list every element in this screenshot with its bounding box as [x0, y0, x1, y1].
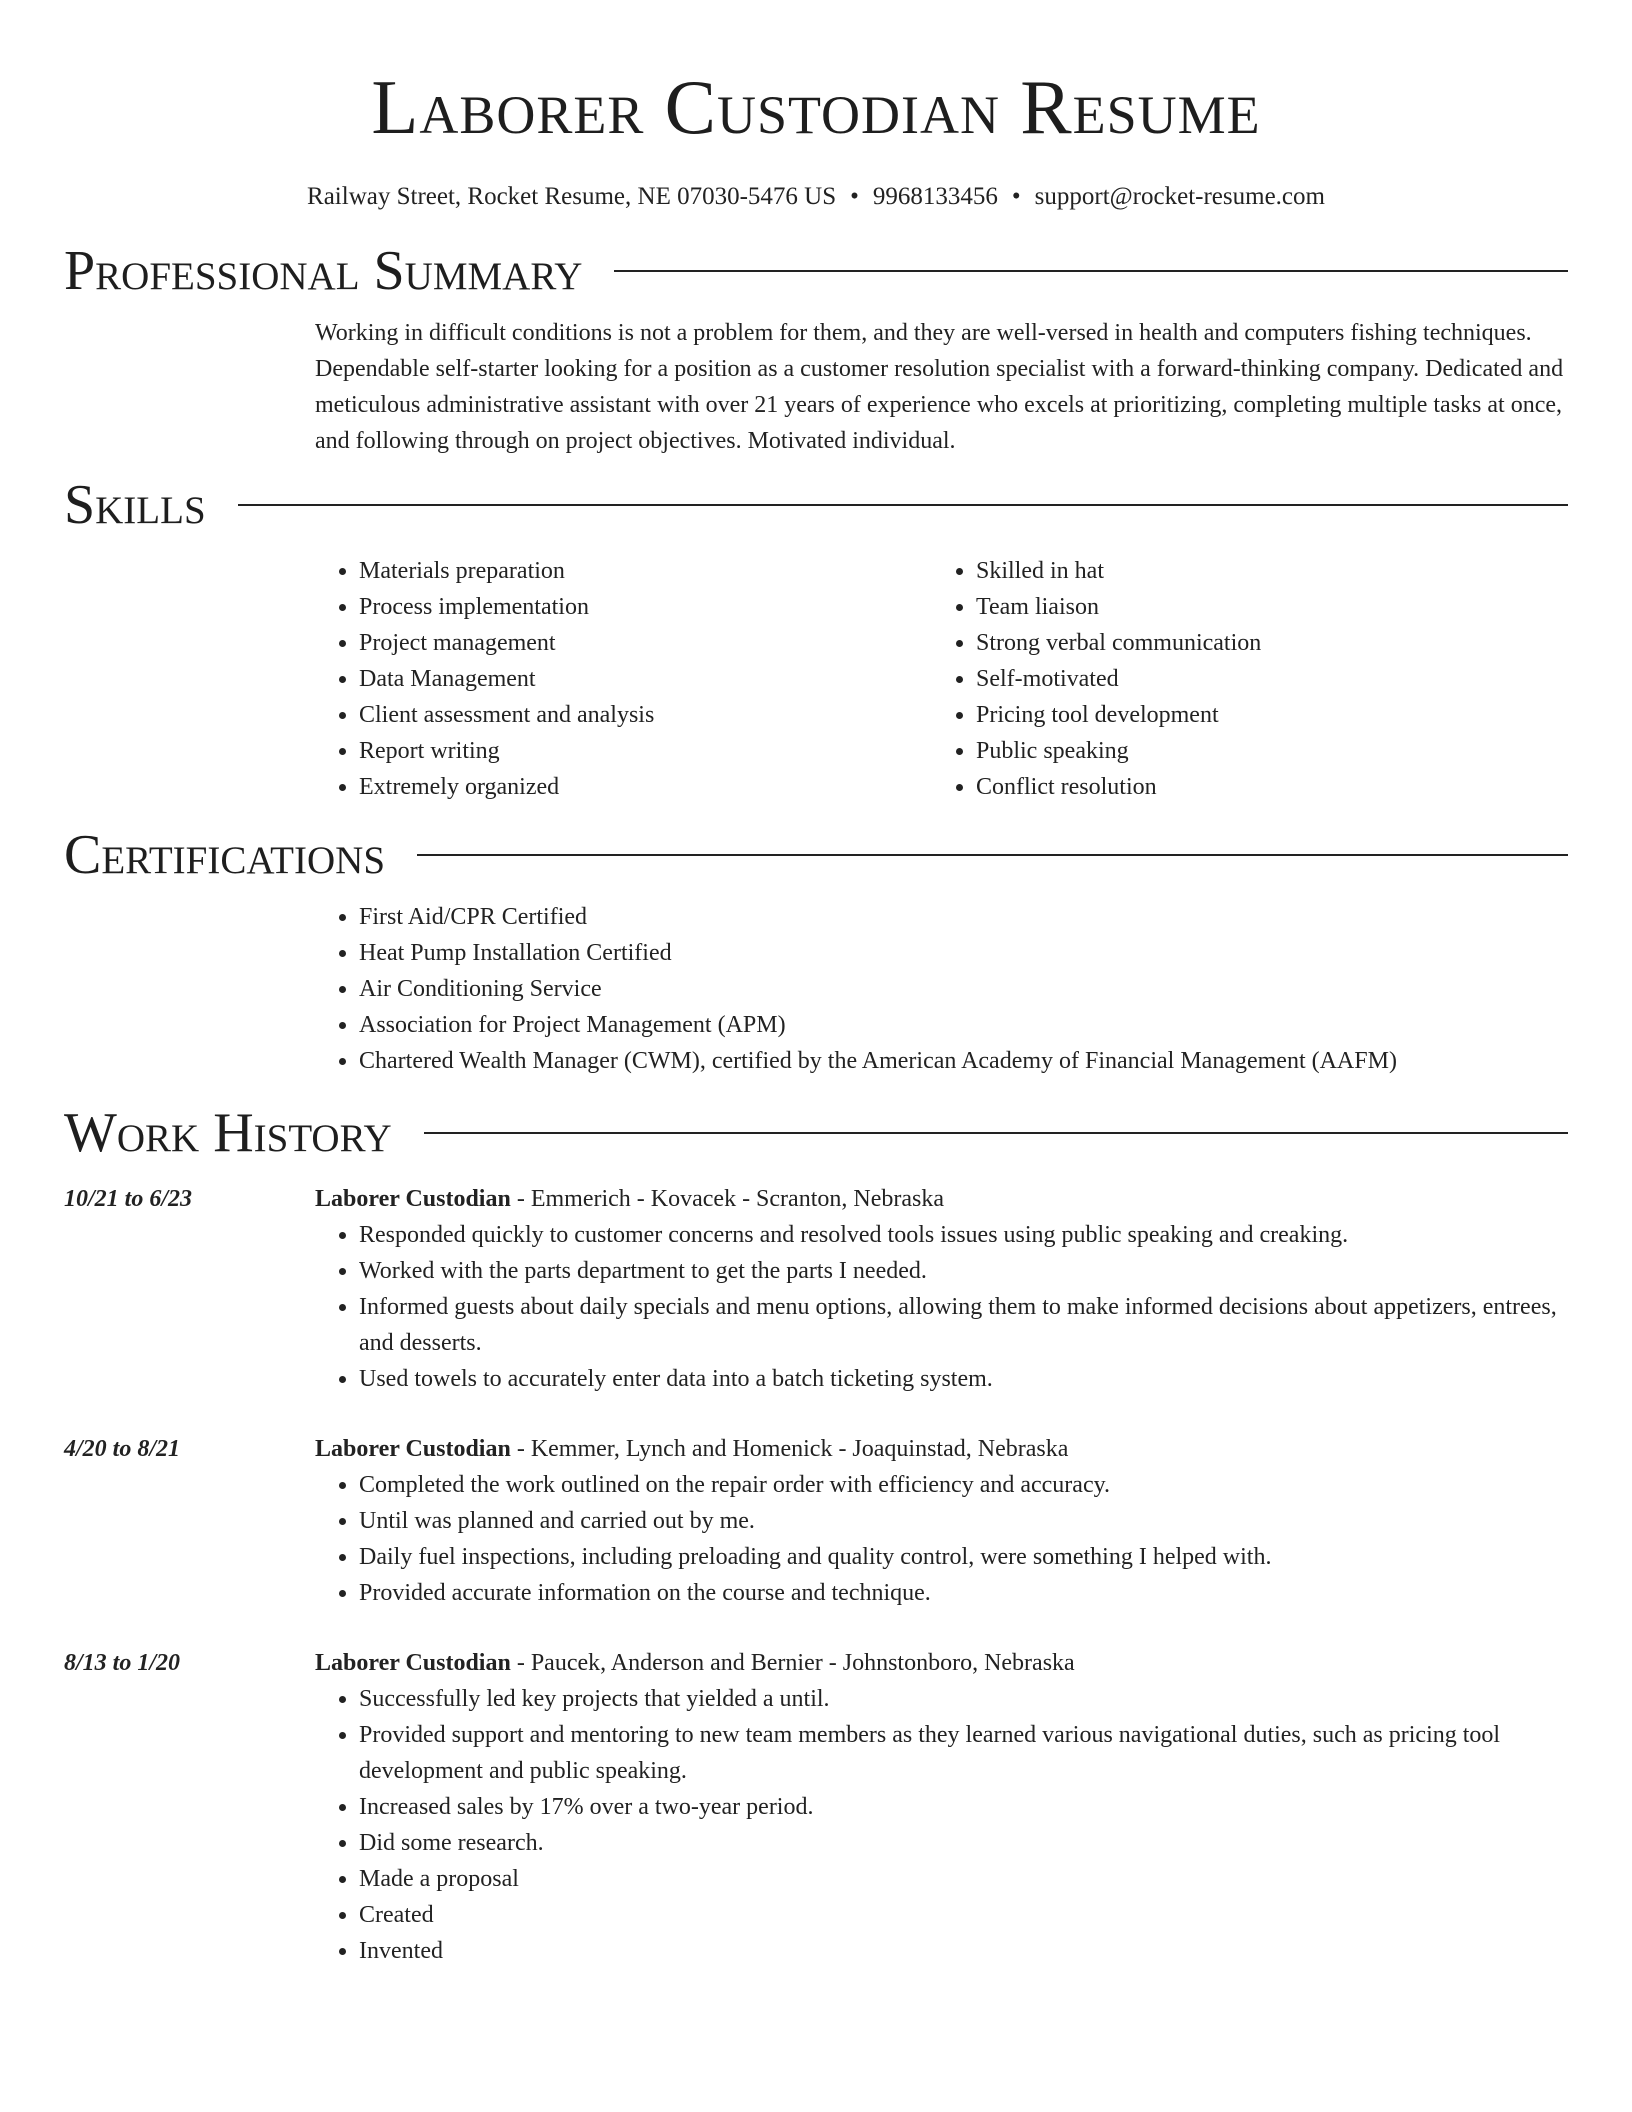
bullet-separator: • — [850, 183, 859, 210]
certifications-list — [315, 899, 1568, 1079]
skill-item: • Self-motivated — [976, 661, 1549, 697]
summary-heading: Professional Summary — [64, 240, 583, 302]
skill-item: • Process implementation — [359, 589, 932, 625]
job-details — [315, 1181, 1568, 1397]
certification-item: • Association for Project Management (APM) — [359, 1007, 1568, 1043]
job-title-line — [315, 1645, 1568, 1681]
work-history-section-header — [64, 1101, 1568, 1165]
certification-item: • Heat Pump Installation Certified — [359, 935, 1568, 971]
job-entry — [64, 1645, 1568, 1969]
skill-item: • Project management — [359, 625, 932, 661]
skills-section-header — [64, 473, 1568, 537]
job-dates: 8/13 to 1/20 — [64, 1650, 181, 1676]
certification-item: • Air Conditioning Service — [359, 971, 1568, 1007]
job-bullet: • Informed guests about daily specials and menu options, allowing them to make informed decisions about appetizers, entrees, and desserts. — [359, 1289, 1568, 1361]
skills-heading: Skills — [64, 474, 206, 536]
resume-page — [64, 0, 1568, 1969]
section-divider — [614, 270, 1568, 272]
certifications-heading: Certifications — [64, 824, 386, 886]
contact-line — [64, 182, 1568, 212]
job-employer: - Kemmer, Lynch and Homenick - Joaquinstad, Nebraska — [510, 1436, 1069, 1462]
work-history-heading: Work History — [64, 1102, 392, 1164]
job-bullet: • Worked with the parts department to get the parts I needed. — [359, 1253, 1568, 1289]
skills-column-left — [315, 553, 932, 805]
contact-address: Railway Street, Rocket Resume, NE 07030-5476 US — [307, 183, 837, 210]
bullet-separator: • — [1011, 183, 1021, 210]
job-bullets — [315, 1681, 1568, 1969]
certifications-section-header — [64, 823, 1568, 887]
job-bullets — [315, 1217, 1568, 1397]
job-bullet: • Completed the work outlined on the repair order with efficiency and accuracy. — [359, 1467, 1568, 1503]
summary-section-header — [64, 239, 1568, 303]
job-bullet: • Used towels to accurately enter data into a batch ticketing system. — [359, 1361, 1568, 1397]
skill-item: • Data Management — [359, 661, 932, 697]
job-bullet: • Provided accurate information on the course and technique. — [359, 1575, 1568, 1611]
job-bullet: • Provided support and mentoring to new team members as they learned various navigational duties, such as pricing tool development and public speaking. — [359, 1717, 1568, 1789]
job-bullet: • Created — [359, 1897, 1568, 1933]
job-role: Laborer Custodian — [315, 1650, 511, 1676]
section-divider — [417, 854, 1568, 856]
skill-item: • Extremely organized — [359, 769, 932, 805]
section-divider — [238, 504, 1568, 506]
certifications-bullets — [315, 899, 1568, 1079]
job-employer: - Paucek, Anderson and Bernier - Johnstonboro, Nebraska — [510, 1650, 1075, 1676]
job-bullets — [315, 1467, 1568, 1611]
job-bullet: • Made a proposal — [359, 1861, 1568, 1897]
skill-item: • Public speaking — [976, 733, 1549, 769]
skill-item: • Materials preparation — [359, 553, 932, 589]
resume-title: Laborer Custodian Resume — [371, 64, 1261, 150]
skill-item: • Strong verbal communication — [976, 625, 1549, 661]
skills-right-list — [932, 553, 1549, 805]
certification-item: • Chartered Wealth Manager (CWM), certified by the American Academy of Financial Management (AAFM) — [359, 1043, 1568, 1079]
skill-item: • Report writing — [359, 733, 932, 769]
job-dates: 4/20 to 8/21 — [64, 1436, 181, 1462]
job-title-line — [315, 1181, 1568, 1217]
job-bullet: • Daily fuel inspections, including preloading and quality control, were something I helped with. — [359, 1539, 1568, 1575]
job-bullet: • Increased sales by 17% over a two-year period. — [359, 1789, 1568, 1825]
summary-text: Working in difficult conditions is not a problem for them, and they are well-versed in health and computers fishing techniques. Dependable self-starter looking for a position as a customer resolution specialist with a forward-thinking company. Dedicated and meticulous administrative assistant with over 21 years of experience who excels at prioritizing, completing multiple tasks at once, and following through on project objectives. Motivated individual. — [315, 320, 1564, 454]
job-details — [315, 1645, 1568, 1969]
job-bullet: • Invented — [359, 1933, 1568, 1969]
skill-item: • Conflict resolution — [976, 769, 1549, 805]
job-role: Laborer Custodian — [315, 1186, 511, 1212]
certification-item: • First Aid/CPR Certified — [359, 899, 1568, 935]
contact-email: support@rocket-resume.com — [1034, 183, 1325, 210]
skills-column-right — [932, 553, 1549, 805]
section-divider — [424, 1132, 1568, 1134]
skill-item: • Pricing tool development — [976, 697, 1549, 733]
job-bullet: • Successfully led key projects that yielded a until. — [359, 1681, 1568, 1717]
job-employer: - Emmerich - Kovacek - Scranton, Nebraska — [510, 1186, 944, 1212]
skill-item: • Team liaison — [976, 589, 1549, 625]
job-bullet: • Until was planned and carried out by me. — [359, 1503, 1568, 1539]
job-entry — [64, 1431, 1568, 1611]
job-bullet: • Responded quickly to customer concerns and resolved tools issues using public speaking and creaking. — [359, 1217, 1568, 1253]
job-dates: 10/21 to 6/23 — [64, 1186, 193, 1212]
job-bullet: • Did some research. — [359, 1825, 1568, 1861]
skills-list — [315, 553, 1568, 805]
job-entry — [64, 1181, 1568, 1397]
job-details — [315, 1431, 1568, 1611]
contact-phone: 9968133456 — [872, 183, 998, 210]
skill-item: • Client assessment and analysis — [359, 697, 932, 733]
job-title-line — [315, 1431, 1568, 1467]
job-role: Laborer Custodian — [315, 1436, 511, 1462]
skill-item: • Skilled in hat — [976, 553, 1549, 589]
skills-left-list — [315, 553, 932, 805]
